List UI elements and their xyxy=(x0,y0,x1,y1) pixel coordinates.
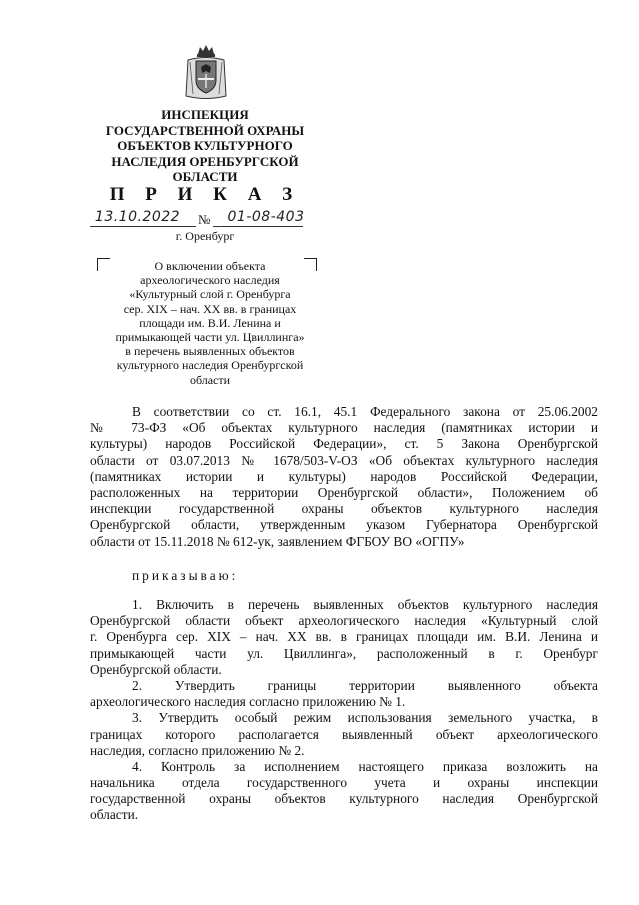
item-line: г. Оренбурга сер. XIX – нач. XX вв. в границах площади им. В.И. Ленина и xyxy=(90,629,598,645)
item-line: археологического наследия согласно приложению № 1. xyxy=(90,694,406,710)
subject-line: сер. XIX – нач. XX вв. в границах xyxy=(123,301,297,316)
order-subject xyxy=(90,259,330,387)
item-line: 3. Утвердить особый режим использования земельного участка, в xyxy=(132,710,598,726)
item-line: границах которого располагается выявленный объект археологического xyxy=(90,726,598,742)
subject-line: О включении объекта xyxy=(154,259,266,273)
city-name: г. Оренбург xyxy=(175,229,235,243)
subject-line: примыкающей части ул. Цвиллинга» xyxy=(115,330,305,345)
order-items xyxy=(90,597,598,824)
item-line: 4. Контроль за исполнением настоящего приказа возложить на xyxy=(132,758,598,774)
item-line: 2. Утвердить границы территории выявленного объекта xyxy=(132,677,598,693)
preamble-line: Оренбургской области, утвержденным указом Губернатора Оренбургской xyxy=(90,517,598,533)
item-line: Оренбургской области объект археологического наследия «Культурный слой xyxy=(90,613,598,629)
item-line: Оренбургской области. xyxy=(90,661,222,677)
subject-line: в перечень выявленных объектов xyxy=(125,344,295,359)
preamble-line: области от 15.11.2018 № 612-ук, заявлением ФГБОУ ВО «ОГПУ» xyxy=(90,533,465,549)
item-line: наследия, согласно приложению № 2. xyxy=(90,742,305,758)
order-date: 13.10.2022 xyxy=(94,209,181,225)
preamble-line: № 73-ФЗ «Об объектах культурного наследия (памятниках истории и xyxy=(90,420,598,436)
org-line: ОБЪЕКТОВ КУЛЬТУРНОГО xyxy=(117,138,293,154)
org-line: НАСЛЕДИЯ ОРЕНБУРГСКОЙ xyxy=(111,153,299,169)
order-item-3 xyxy=(90,710,598,759)
organization-name xyxy=(60,107,350,185)
preamble-line: инспекции государственной охраны объектов культурного наследия xyxy=(90,501,598,517)
item-line: государственной охраны объектов культурного наследия Оренбургской xyxy=(90,791,598,807)
preamble-line: расположенных на территории Оренбургской области», Положением об xyxy=(90,484,598,500)
item-line: 1. Включить в перечень выявленных объектов культурного наследия xyxy=(132,597,598,612)
order-item-2 xyxy=(90,678,598,710)
preamble-paragraph xyxy=(90,404,598,550)
preamble-line: области от 03.07.2013 № 1678/503-V-ОЗ «Об объектах культурного наследия xyxy=(90,452,598,468)
subject-line: области xyxy=(189,372,231,387)
number-label: № xyxy=(198,212,211,227)
preamble-line: культуры) народов Российской Федерации», ст. 5 Закона Оренбургской xyxy=(90,436,598,452)
subject-line: площади им. В.И. Ленина и xyxy=(139,315,281,330)
preamble-line: (памятниках истории и культуры) народов Российской Федерации, xyxy=(90,468,598,484)
subject-line: «Культурный слой г. Оренбурга xyxy=(129,287,291,302)
number-underline xyxy=(213,226,303,227)
item-line: примыкающей части ул. Цвиллинга», расположенный в г. Оренбург xyxy=(90,645,598,661)
org-line: ИНСПЕКЦИЯ xyxy=(161,107,249,122)
item-line: начальника отдела государственного учета и охраны инспекции xyxy=(90,775,598,791)
subject-line: культурного наследия Оренбургской xyxy=(116,358,304,373)
document-type-title: П Р И К А З xyxy=(109,184,301,205)
order-item-4 xyxy=(90,759,598,824)
date-underline xyxy=(90,226,196,227)
item-line: области. xyxy=(90,807,139,823)
coat-of-arms-emblem xyxy=(184,44,228,102)
order-item-1 xyxy=(90,597,598,678)
org-line: ГОСУДАРСТВЕННОЙ ОХРАНЫ xyxy=(105,122,305,138)
org-line: ОБЛАСТИ xyxy=(172,169,238,185)
order-word: приказываю: xyxy=(132,568,239,583)
preamble-line: В соответствии со ст. 16.1, 45.1 Федерального закона от 25.06.2002 xyxy=(132,404,598,419)
date-number-line xyxy=(90,209,330,230)
order-number: 01-08-403 xyxy=(227,209,305,225)
subject-line: археологического наследия xyxy=(140,273,280,288)
